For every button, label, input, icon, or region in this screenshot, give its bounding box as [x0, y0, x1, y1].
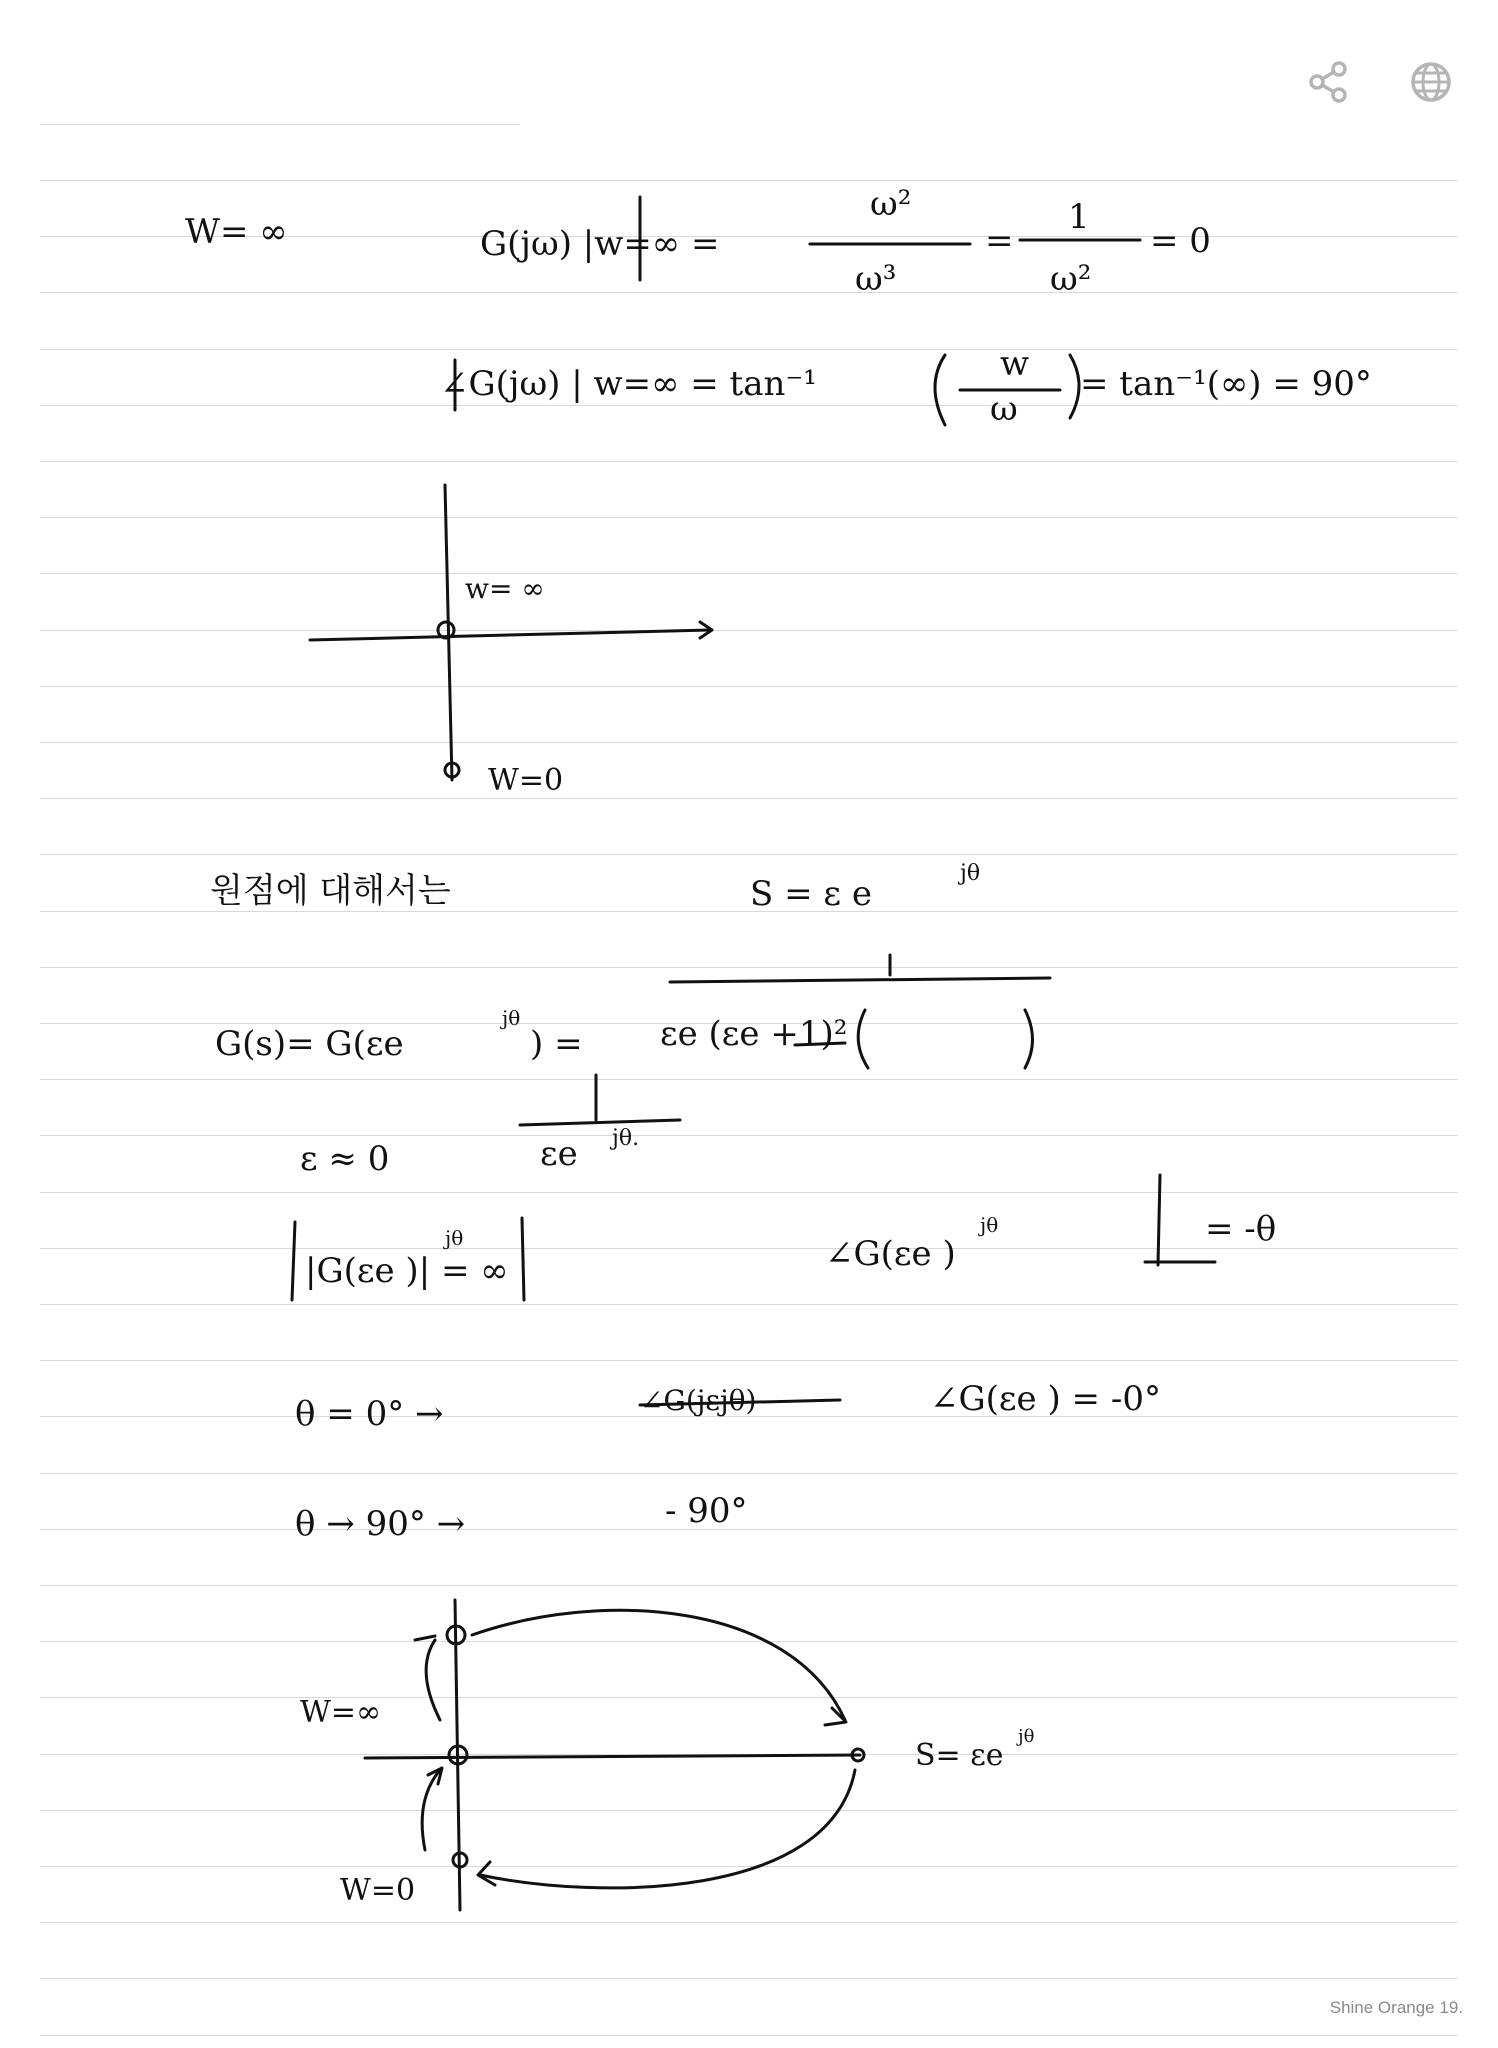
gs-denominator: εe (εe +1)² — [660, 1014, 848, 1054]
approx-den: εe — [540, 1134, 578, 1174]
theta90-result: - 90° — [665, 1491, 748, 1531]
g-jw-expr: G(jω) |w=∞ = — [480, 224, 720, 264]
graph2-inf-label: W=∞ — [300, 1695, 381, 1730]
frac-bar-5 — [520, 1120, 680, 1125]
theta0-expr: ∠G(εe ) = -0° — [930, 1379, 1161, 1419]
angle-result: = -θ — [1205, 1209, 1277, 1249]
mag-expr: |G(εe )| = ∞ — [305, 1251, 509, 1291]
s-definition: S = ε e — [750, 874, 872, 914]
graph2-lower-arrow — [478, 1862, 495, 1885]
frac1-num: ω² — [870, 184, 912, 224]
gs-lhs: G(s)= G(εe — [215, 1024, 404, 1064]
graph2-left-tick — [415, 1636, 435, 1640]
line2-frac-num: w — [1000, 344, 1030, 384]
paren-right-2 — [1025, 1010, 1033, 1068]
korean-heading: 원점에 대해서는 — [210, 871, 451, 911]
graph2-upper-arc — [472, 1610, 845, 1720]
eval-bar-3 — [1158, 1175, 1160, 1265]
line2-frac-den: ω — [990, 389, 1018, 429]
graph2-s-exp: jθ — [1018, 1726, 1035, 1747]
theta0-struck: ∠G(jεjθ) — [640, 1384, 757, 1417]
approx-den-exp: jθ. — [612, 1126, 640, 1151]
gs-lhs-exp: jθ — [502, 1006, 521, 1030]
frac1-den: ω³ — [855, 259, 897, 299]
paren-left-2 — [858, 1010, 868, 1068]
frac-bar-4 — [670, 978, 1050, 982]
frac2-den: ω² — [1050, 259, 1092, 299]
angle-expr: ∠G(εe ) — [825, 1234, 956, 1274]
angle-g-expr: ∠G(jω) | w=∞ = tan⁻¹ — [440, 364, 817, 404]
theta90-label: θ → 90° → — [295, 1504, 466, 1544]
eps-approx: ε ≈ 0 — [300, 1139, 390, 1179]
line1-result: = 0 — [1150, 221, 1211, 261]
graph1-imag-axis — [445, 485, 452, 780]
graph2-s-label: S= εe — [915, 1738, 1004, 1773]
graph2-real-axis — [365, 1755, 860, 1758]
mag-exp: jθ — [445, 1226, 464, 1250]
graph1-inf-label: w= ∞ — [465, 572, 545, 605]
graph2-lower-arc — [480, 1770, 855, 1888]
graph2-zero-label: W=0 — [340, 1873, 416, 1908]
line2-result: = tan⁻¹(∞) = 90° — [1080, 364, 1372, 404]
frac-eq: = — [985, 221, 1014, 261]
gs-lhs-close: ) = — [530, 1024, 583, 1064]
theta0-label: θ = 0° → — [295, 1394, 444, 1434]
mag-bar-right — [522, 1218, 524, 1300]
paren-right — [1070, 355, 1079, 418]
omega-inf-label: W= ∞ — [185, 212, 288, 252]
angle-exp: jθ — [980, 1213, 999, 1237]
footer-brand: Shine Orange 19. — [1329, 1998, 1463, 2017]
frac2-num: 1 — [1068, 197, 1090, 237]
paren-left — [935, 355, 945, 425]
graph2-left-arc-upper — [426, 1640, 440, 1720]
graph1-zero-label: W=0 — [488, 763, 564, 798]
graph1-real-axis — [310, 630, 710, 640]
s-definition-exp: jθ — [960, 861, 981, 886]
mag-bar-left — [292, 1222, 295, 1300]
